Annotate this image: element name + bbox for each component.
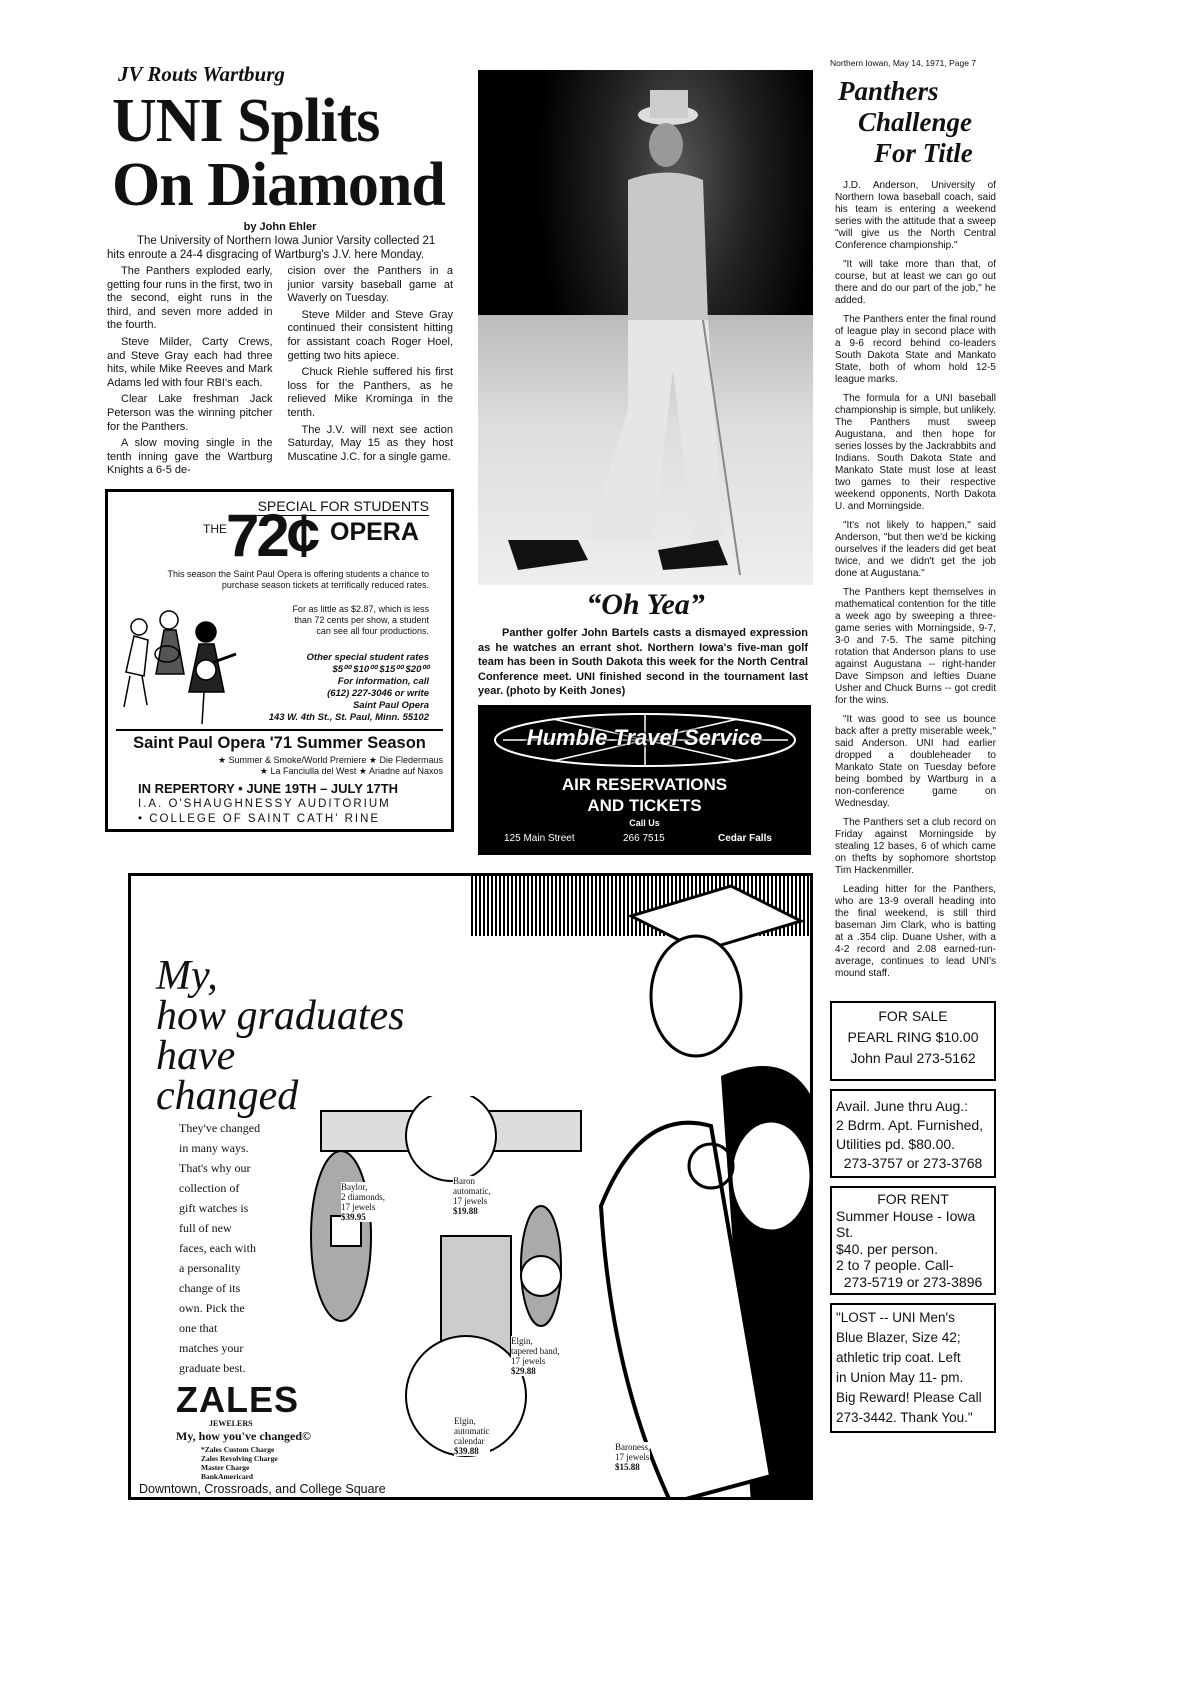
watch-line: automatic <box>454 1426 490 1436</box>
headline-line: how graduates <box>156 993 405 1039</box>
classified-line: PEARL RING $10.00 <box>847 1029 979 1045</box>
left-column-flow <box>105 220 455 832</box>
watch-price: $39.95 <box>341 1212 366 1222</box>
classified-line: Blue Blazer, Size 42; <box>836 1330 961 1345</box>
zales-body <box>179 1118 260 1378</box>
opera-contact <box>269 652 429 724</box>
watch-line: Baylor, <box>341 1182 368 1192</box>
opera-venue: I.A. O'SHAUGHNESSY AUDITORIUM <box>138 797 391 810</box>
classified-line: athletic trip coat. Left <box>836 1350 961 1365</box>
watch-line: automatic, <box>453 1186 491 1196</box>
opera-performers-illustration <box>114 602 239 727</box>
body-line: They've changed <box>179 1121 261 1135</box>
paragraph: The Panthers exploded early, getting four runs in the first, two in the second, eight runs in the third, and seven more added in the fourth. <box>107 265 273 332</box>
watch-price: $19.88 <box>453 1206 478 1216</box>
watch-label-elgin-calendar <box>454 1416 490 1456</box>
classified-line: Utilities pd. $80.00. <box>836 1136 956 1152</box>
article-column-2 <box>288 265 454 481</box>
travel-line2: AND TICKETS <box>587 795 702 815</box>
paragraph: "It's not likely to happen," said Anderson, "but then we'd be kicking ourselves if the leaders did get beat twice, and we didn't get the job done at Augustana." <box>835 520 996 579</box>
article-column-1 <box>107 265 273 481</box>
zales-locations: Downtown, Crossroads, and College Square <box>139 1482 386 1496</box>
watch-label-elgin-tapered <box>511 1336 559 1376</box>
shows-line: ★ La Fanciulla del West ★ Ariadne auf Naxos <box>259 765 443 776</box>
opera-repertory: IN REPERTORY • JUNE 19TH – JULY 17TH <box>138 780 399 796</box>
paragraph: The Panthers enter the final round of league play in second place with a 9-6 record behind co-leaders South Dakota State and Mankato State, both of whom hold 12-5 league marks. <box>835 314 996 385</box>
center-column-flow <box>478 588 813 855</box>
travel-address: 125 Main Street <box>504 832 575 844</box>
dateline: Northern Iowan, May 14, 1971, Page 7 <box>830 58 977 68</box>
photo-caption: Panther golfer John Bartels casts a dismayed expression as he watches an errant shot. Northern Iowa's five-man golf team has been in South Dakota this week for the North Central Conference meet. UNI finished second in the tournament last year. (photo by Keith Jones) <box>478 627 808 698</box>
headline-line: Panthers <box>838 76 939 106</box>
body-line: a personality <box>179 1261 241 1275</box>
info-phone: (612) 227-3046 or write <box>327 687 429 699</box>
rates-label: Other special student rates <box>306 651 429 663</box>
credit-line: *Zales Custom Charge <box>201 1445 275 1454</box>
watch-line: calendar <box>454 1436 485 1446</box>
classified-for-sale <box>830 1001 996 1081</box>
opera-price-info: For as little as $2.87, which is less than 72 cents per show, a student can see all four productions. <box>292 603 429 636</box>
credit-line: BankAmericard <box>201 1472 254 1481</box>
watch-line: 17 jewels <box>615 1452 650 1462</box>
zales-ad <box>128 873 813 1500</box>
classified-line: $40. per person. <box>836 1240 938 1257</box>
classified-line: 2 Bdrm. Apt. Furnished, <box>836 1117 984 1133</box>
classified-line: John Paul 273-5162 <box>850 1050 976 1066</box>
opera-ad <box>105 489 454 832</box>
classified-line: FOR RENT <box>877 1191 949 1207</box>
divider <box>116 729 443 731</box>
classified-line: 273-3757 or 273-3768 <box>843 1155 983 1171</box>
classified-line: Avail. June thru Aug.: <box>836 1098 969 1114</box>
opera-title: OPERA <box>330 517 419 546</box>
watch-line: 17 jewels <box>341 1202 376 1212</box>
body-line: change of its <box>179 1281 241 1295</box>
opera-special: SPECIAL FOR STUDENTS <box>251 498 429 516</box>
watch-line: Baron <box>453 1176 475 1186</box>
right-headline <box>838 76 998 169</box>
shows-line: ★ Summer & Smoke/World Premiere ★ Die Fledermaus <box>217 754 443 765</box>
headline-line: have <box>156 1033 236 1079</box>
golfer-photo <box>478 70 813 585</box>
info-address: 143 W. 4th St., St. Paul, Minn. 55102 <box>268 711 429 723</box>
paragraph: Leading hitter for the Panthers, who are 13-9 overall heading into the final weekend, is still third baseman Jim Clark, who is batting at a .354 clip. Duane Usher, with a 4-2 record and 2.08 earned-run-average, continues to lead UNI's mound staff. <box>835 884 996 979</box>
headline-line: My, <box>156 953 218 999</box>
classified-for-rent <box>830 1186 996 1295</box>
watch-price: $29.88 <box>511 1366 536 1376</box>
watch-line: 2 diamonds, <box>341 1192 385 1202</box>
watch-line: Elgin, <box>454 1416 476 1426</box>
body-line: full of new <box>179 1221 232 1235</box>
watch-label-baron <box>453 1176 491 1216</box>
classified-line: in Union May 11- pm. <box>836 1370 964 1385</box>
paragraph: Clear Lake freshman Jack Peterson was the winning pitcher for the Panthers. <box>107 393 273 433</box>
body-line: collection of <box>179 1181 240 1195</box>
watch-line: tapered band, <box>511 1346 560 1356</box>
classified-line: Summer House - Iowa St. <box>836 1207 976 1240</box>
paragraph: Steve Milder, Carty Crews, and Steve Gray each had three hits, while Mike Reeves and Mark Adams led with four RBI's each. <box>107 335 273 389</box>
classified-line: "LOST -- UNI Men's <box>836 1310 955 1325</box>
paragraph: Steve Milder and Steve Gray continued their consistent hitting for assistant coach Roger Hoel, getting two hits apiece. <box>287 308 453 362</box>
paragraph: The Panthers kept themselves in mathematical contention for the title a week ago by sweeping a three-game series with Morningside, 9-7, 3-0 and 7-5. The same pitching rotation that Anderson plans to use against Augustana -- right-hander Dave Simpson and lefties Duane Usher and Chuck Burns -- got credit for the wins. <box>835 587 996 706</box>
watch-line: 17 jewels <box>453 1196 488 1206</box>
zales-headline <box>156 953 405 1119</box>
headline-line: Challenge <box>858 107 973 137</box>
classified-line: 273-5719 or 273-3896 <box>843 1273 983 1290</box>
classified-line: 2 to 7 people. Call- <box>836 1257 954 1273</box>
info-line: For information, call <box>337 675 429 687</box>
body-line: That's why our <box>179 1161 251 1175</box>
opera-description: This season the Saint Paul Opera is offering students a chance to purchase season tickets at terrifically reduced rates. <box>167 568 429 590</box>
paragraph: "It will take more than that, of course, but at least we can go out there and do our part of the job," he added. <box>835 259 996 306</box>
body-line: gift watches is <box>179 1201 249 1215</box>
paragraph: The formula for a UNI baseball championship is simple, but unlikely. The Panthers must sweep Augustana, and then hope for series losses by the Jackrabbits and Indians. South Dakota State and Mankato State must lose at least two games to their respective weekend opponents, North Dakota U. and Morningside. <box>835 393 997 512</box>
watch-label-baroness <box>615 1442 650 1472</box>
opera-college: • COLLEGE OF SAINT CATH' RINE <box>138 812 381 825</box>
watch-label-baylor <box>341 1182 385 1222</box>
watch-price: $15.88 <box>615 1462 640 1472</box>
classified-apartment <box>830 1089 996 1178</box>
classified-lost <box>830 1303 996 1433</box>
right-column-flow <box>830 180 996 1433</box>
body-line: in many ways. <box>179 1141 249 1155</box>
paragraph: J.D. Anderson, University of Northern Iowa baseball coach, said his team is entering a weekend series with the attitude that a sweep "will give us the North Central Conference championship." <box>835 180 996 251</box>
headline-line: For Title <box>874 138 973 168</box>
opera-the: THE <box>203 521 227 536</box>
zales-tagline: My, how you've changed© <box>176 1429 311 1443</box>
right-article-body <box>830 180 996 987</box>
zales-jewelers: JEWELERS <box>209 1419 253 1428</box>
body-line: own. Pick the <box>179 1301 245 1315</box>
article-headline-line1: UNI Splits <box>112 87 380 155</box>
paragraph: "It was good to see us bounce back after a pretty miserable week," said Anderson. UNI had earlier dropped a doubleheader to Mankato State on Tuesday before being bombed by Wartburg in a non-conference game on Wednesday. <box>835 714 996 809</box>
body-line: matches your <box>179 1341 244 1355</box>
watches-illustration <box>301 1096 601 1476</box>
watch-line: Baroness, <box>615 1442 651 1452</box>
article-columns <box>105 265 455 481</box>
paragraph: A slow moving single in the tenth inning gave the Wartburg Knights a 6-5 de- <box>107 437 273 477</box>
rates: $5⁰⁰ $10⁰⁰ $15⁰⁰ $20⁰⁰ <box>332 663 429 675</box>
golfer-figure <box>478 70 813 585</box>
info-line: Saint Paul Opera <box>352 699 429 711</box>
body-line: graduate best. <box>179 1361 246 1375</box>
travel-call: Call Us <box>629 817 660 828</box>
paragraph: Chuck Riehle suffered his first loss for the Panthers, as he relieved Mike Krominga in the tenth. <box>287 366 453 419</box>
credit-line: Master Charge <box>201 1463 250 1472</box>
travel-ad <box>478 705 811 855</box>
headline-line: changed <box>156 1073 299 1119</box>
paragraph: The Panthers set a club record on Friday against Morningside by stealing 12 bases, 6 of which came on thefts by sophomore shortstop Tim Hackenmiller. <box>835 817 996 876</box>
photo-title: “Oh Yea” <box>586 588 705 621</box>
credit-line: Zales Revolving Charge <box>201 1454 278 1463</box>
zales-credit-options <box>201 1445 278 1481</box>
watch-line: 17 jewels <box>511 1356 546 1366</box>
article-headline-line2: On Diamond <box>112 151 445 219</box>
travel-phone: 266 7515 <box>623 832 665 844</box>
travel-line1: AIR RESERVATIONS <box>561 774 728 794</box>
body-line: one that <box>179 1321 218 1335</box>
article-kicker: JV Routs Wartburg <box>118 62 285 86</box>
paragraph: cision over the Panthers in a junior varsity baseball game at Waverly on Tuesday. <box>287 265 453 305</box>
travel-logo-text: Humble Travel Service <box>526 724 763 750</box>
travel-city: Cedar Falls <box>718 832 772 844</box>
opera-shows <box>108 755 443 777</box>
zales-logo: ZALES <box>176 1379 300 1420</box>
paragraph: The J.V. will next see action Saturday, May 15 as they host Muscatine J.C. for a single game. <box>287 423 453 463</box>
byline: by John Ehler <box>243 221 317 233</box>
classified-line: FOR SALE <box>878 1008 948 1024</box>
classified-line: Big Reward! Please Call <box>836 1390 982 1405</box>
opera-season: Saint Paul Opera '71 Summer Season <box>133 733 426 752</box>
article-intro: The University of Northern Iowa Junior Varsity collected 21 hits enroute a 24-4 disgracing of Wartburg's J.V. here Monday. <box>107 235 436 261</box>
body-line: faces, each with <box>179 1241 256 1255</box>
opera-price: 72¢ <box>226 501 318 569</box>
watch-line: Elgin, <box>511 1336 533 1346</box>
watch-price: $39.88 <box>454 1446 479 1456</box>
classified-line: 273-3442. Thank You." <box>836 1410 973 1425</box>
